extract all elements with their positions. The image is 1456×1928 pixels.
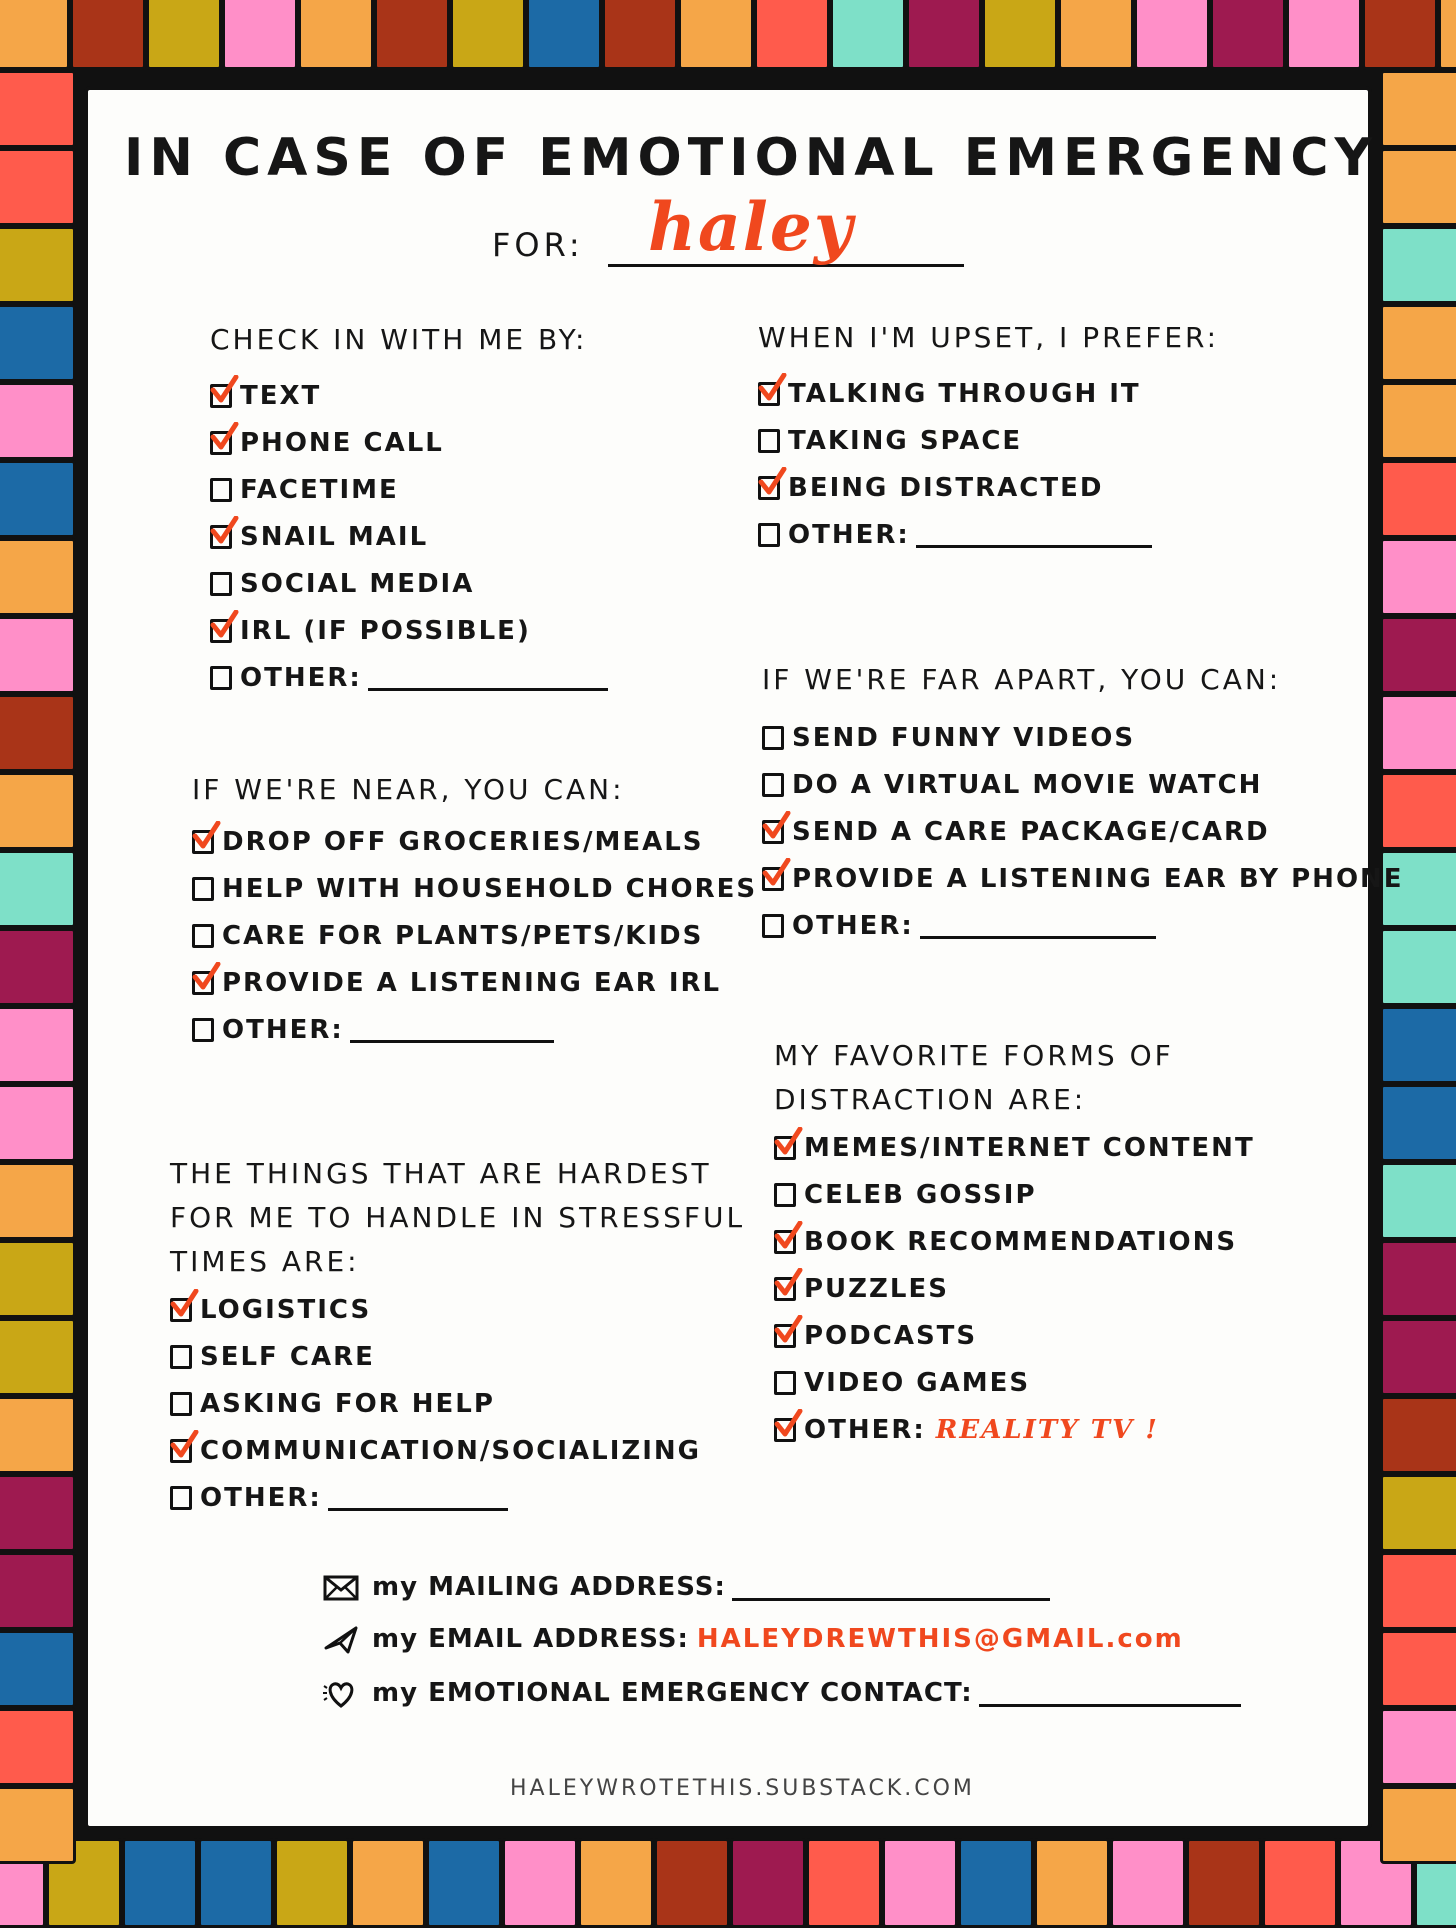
checklist-item-label: SEND FUNNY VIDEOS bbox=[792, 722, 1136, 753]
footer-url[interactable]: HALEYWROTETHIS.SUBSTACK.COM bbox=[510, 1776, 975, 1801]
email-address-label: my EMAIL ADDRESS: bbox=[372, 1624, 689, 1654]
border-tile bbox=[1058, 0, 1134, 70]
border-tile bbox=[0, 1084, 76, 1162]
border-tile bbox=[0, 1630, 76, 1708]
border-tile bbox=[0, 928, 76, 1006]
checklist-item[interactable] bbox=[774, 1171, 1255, 1218]
email-address-row[interactable] bbox=[322, 1622, 1184, 1656]
section-title-line1: MY FAVORITE FORMS OF bbox=[774, 1039, 1174, 1072]
border-tile bbox=[1380, 1630, 1456, 1708]
section-if-near bbox=[192, 768, 757, 1053]
border-tile bbox=[1380, 226, 1456, 304]
section-if-far bbox=[762, 658, 1404, 949]
border-tile bbox=[1286, 0, 1362, 70]
border-tile bbox=[70, 0, 146, 70]
border-tile bbox=[1380, 1474, 1456, 1552]
section-when-upset bbox=[758, 316, 1219, 558]
heart-icon bbox=[322, 1676, 360, 1710]
border-tile bbox=[602, 0, 678, 70]
checklist-item[interactable] bbox=[210, 560, 608, 607]
border-tile bbox=[806, 1838, 882, 1928]
border-tile bbox=[1380, 1240, 1456, 1318]
border-tile bbox=[0, 1396, 76, 1474]
border-tile bbox=[298, 0, 374, 70]
border-tile bbox=[730, 1838, 806, 1928]
other-blank-field[interactable] bbox=[916, 521, 1152, 548]
checklist-item[interactable] bbox=[192, 818, 757, 865]
checklist-item-label: OTHER: bbox=[200, 1482, 322, 1513]
checked-checkbox[interactable] bbox=[210, 619, 232, 643]
checkmark-icon bbox=[773, 1315, 803, 1345]
checked-checkbox[interactable] bbox=[170, 1439, 192, 1463]
border-tile bbox=[1380, 148, 1456, 226]
border-tile bbox=[198, 1838, 274, 1928]
border-tile bbox=[0, 1474, 76, 1552]
checklist-item[interactable] bbox=[210, 513, 608, 560]
checklist-item[interactable] bbox=[758, 417, 1219, 464]
border-tile bbox=[502, 1838, 578, 1928]
checklist-item[interactable] bbox=[170, 1333, 745, 1380]
checkmark-icon bbox=[773, 1221, 803, 1251]
emergency-contact-label: my EMOTIONAL EMERGENCY CONTACT: bbox=[372, 1678, 973, 1708]
checklist-item-label: SNAIL MAIL bbox=[240, 521, 429, 552]
checklist-item[interactable] bbox=[758, 370, 1219, 417]
checklist-item-label: TEXT bbox=[240, 380, 322, 411]
checklist-item-label: CELEB GOSSIP bbox=[804, 1179, 1037, 1210]
checklist-item-label: TAKING SPACE bbox=[788, 425, 1023, 456]
border-tile bbox=[0, 1786, 76, 1864]
checklist-item[interactable] bbox=[210, 654, 608, 701]
checklist-item[interactable] bbox=[210, 466, 608, 513]
checkbox[interactable] bbox=[774, 1371, 796, 1395]
checklist-item-label: ASKING FOR HELP bbox=[200, 1388, 495, 1419]
checkbox[interactable] bbox=[192, 877, 214, 901]
border-tile bbox=[882, 1838, 958, 1928]
border-tile bbox=[0, 1318, 76, 1396]
checkbox[interactable] bbox=[758, 523, 780, 547]
border-tile bbox=[0, 538, 76, 616]
border-tile bbox=[1380, 460, 1456, 538]
border-tile bbox=[830, 0, 906, 70]
border-tile bbox=[654, 1838, 730, 1928]
checklist-item[interactable] bbox=[192, 865, 757, 912]
section-title: WHEN I'M UPSET, I PREFER: bbox=[758, 321, 1220, 354]
checked-checkbox[interactable] bbox=[210, 431, 232, 455]
checked-checkbox[interactable] bbox=[192, 971, 214, 995]
other-blank-field[interactable] bbox=[920, 912, 1156, 939]
checked-checkbox[interactable] bbox=[210, 384, 232, 408]
border-tile bbox=[0, 694, 76, 772]
checklist-item[interactable] bbox=[762, 714, 1404, 761]
checklist-item[interactable] bbox=[170, 1474, 745, 1521]
checklist-item-label: BOOK RECOMMENDATIONS bbox=[804, 1226, 1238, 1257]
border-tile bbox=[146, 0, 222, 70]
checklist-item[interactable] bbox=[210, 607, 608, 654]
checked-checkbox[interactable] bbox=[192, 830, 214, 854]
paper-plane-icon bbox=[322, 1622, 360, 1656]
checkbox[interactable] bbox=[774, 1183, 796, 1207]
checklist-item-label: OTHER: bbox=[788, 519, 910, 550]
border-tile bbox=[0, 460, 76, 538]
border-tile bbox=[1210, 0, 1286, 70]
checklist-item-label: LOGISTICS bbox=[200, 1294, 372, 1325]
border-tile bbox=[0, 772, 76, 850]
border-tile bbox=[1380, 1708, 1456, 1786]
checkmark-icon bbox=[773, 1409, 803, 1439]
border-tile bbox=[0, 226, 76, 304]
checklist-item[interactable] bbox=[774, 1406, 1255, 1453]
border-tile bbox=[0, 304, 76, 382]
checklist-item[interactable] bbox=[210, 372, 608, 419]
checkmark-icon bbox=[209, 422, 239, 452]
checklist-item[interactable] bbox=[170, 1427, 745, 1474]
checkmark-icon bbox=[191, 821, 221, 851]
checklist-item[interactable] bbox=[170, 1380, 745, 1427]
border-tile bbox=[1380, 1084, 1456, 1162]
border-tile bbox=[222, 0, 298, 70]
section-distraction bbox=[774, 1034, 1255, 1453]
checklist-item[interactable] bbox=[762, 902, 1404, 949]
border-tile bbox=[0, 1708, 76, 1786]
checkbox[interactable] bbox=[762, 914, 784, 938]
checklist-item[interactable] bbox=[762, 761, 1404, 808]
checkbox[interactable] bbox=[210, 478, 232, 502]
section-title-line2: DISTRACTION ARE: bbox=[774, 1083, 1087, 1116]
checkmark-icon bbox=[773, 1127, 803, 1157]
border-tile bbox=[1034, 1838, 1110, 1928]
checkmark-icon bbox=[209, 610, 239, 640]
border-tile bbox=[958, 1838, 1034, 1928]
border-tile bbox=[1262, 1838, 1338, 1928]
checkbox[interactable] bbox=[762, 773, 784, 797]
border-tile bbox=[1380, 304, 1456, 382]
section-hardest bbox=[170, 1152, 745, 1521]
checklist-item-label: DO A VIRTUAL MOVIE WATCH bbox=[792, 769, 1263, 800]
checklist-item[interactable] bbox=[192, 959, 757, 1006]
checklist-item-label: PROVIDE A LISTENING EAR IRL bbox=[222, 967, 722, 998]
checkmark-icon bbox=[761, 811, 791, 841]
checkmark-icon bbox=[757, 373, 787, 403]
checkmark-icon bbox=[209, 375, 239, 405]
checkbox[interactable] bbox=[170, 1486, 192, 1510]
checklist-item[interactable] bbox=[210, 419, 608, 466]
envelope-icon bbox=[322, 1570, 360, 1604]
checked-checkbox[interactable] bbox=[210, 525, 232, 549]
checked-checkbox[interactable] bbox=[774, 1277, 796, 1301]
border-tile bbox=[350, 1838, 426, 1928]
border-tile bbox=[274, 1838, 350, 1928]
checklist-item-label: PUZZLES bbox=[804, 1273, 949, 1304]
border-tile bbox=[426, 1838, 502, 1928]
emergency-contact-field[interactable] bbox=[979, 1680, 1241, 1707]
checkbox[interactable] bbox=[210, 572, 232, 596]
mailing-address-label: my MAILING ADDRESS: bbox=[372, 1572, 726, 1602]
border-tile bbox=[1110, 1838, 1186, 1928]
checkbox[interactable] bbox=[192, 924, 214, 948]
border-tile bbox=[374, 0, 450, 70]
border-tile bbox=[1380, 1318, 1456, 1396]
checklist-item-label: HELP WITH HOUSEHOLD CHORES bbox=[222, 873, 758, 904]
border-tile bbox=[0, 1240, 76, 1318]
checklist-item-label: PROVIDE A LISTENING EAR BY PHONE bbox=[792, 863, 1404, 894]
checklist-item-label: TALKING THROUGH IT bbox=[788, 378, 1141, 409]
checklist-item-label: SEND A CARE PACKAGE/CARD bbox=[792, 816, 1270, 847]
section-title: CHECK IN WITH ME BY: bbox=[210, 323, 588, 356]
border-tile bbox=[1134, 0, 1210, 70]
checklist-item-label: IRL (IF POSSIBLE) bbox=[240, 615, 531, 646]
checklist-item-label: VIDEO GAMES bbox=[804, 1367, 1031, 1398]
checked-checkbox[interactable] bbox=[758, 382, 780, 406]
border-tile bbox=[0, 616, 76, 694]
checklist-item[interactable] bbox=[774, 1359, 1255, 1406]
checkbox[interactable] bbox=[192, 1018, 214, 1042]
checklist-item-label: OTHER: bbox=[222, 1014, 344, 1045]
checklist-item[interactable] bbox=[762, 808, 1404, 855]
checklist-item-label: CARE FOR PLANTS/PETS/KIDS bbox=[222, 920, 704, 951]
border-tile bbox=[1380, 70, 1456, 148]
checklist-item-label: OTHER: bbox=[804, 1414, 926, 1445]
other-fill-value[interactable]: REALITY TV ! bbox=[935, 1414, 1159, 1445]
border-tile bbox=[1186, 1838, 1262, 1928]
border-tile bbox=[754, 0, 830, 70]
border-tile bbox=[906, 0, 982, 70]
border-tile bbox=[0, 382, 76, 460]
border-tile bbox=[1380, 1006, 1456, 1084]
border-tile bbox=[578, 1838, 654, 1928]
checked-checkbox[interactable] bbox=[774, 1324, 796, 1348]
email-address-value[interactable]: HALEYDREWTHIS@GMAIL.com bbox=[696, 1624, 1184, 1654]
checklist-item[interactable] bbox=[192, 1006, 757, 1053]
checkmark-icon bbox=[761, 858, 791, 888]
checked-checkbox[interactable] bbox=[774, 1230, 796, 1254]
checklist-item-label: BEING DISTRACTED bbox=[788, 472, 1104, 503]
for-name-value: haley bbox=[648, 188, 855, 266]
checklist-item[interactable] bbox=[758, 464, 1219, 511]
border-tile bbox=[1438, 0, 1456, 70]
section-title-line2: FOR ME TO HANDLE IN STRESSFUL bbox=[170, 1201, 746, 1234]
border-tile bbox=[0, 148, 76, 226]
checklist-item-label: SOCIAL MEDIA bbox=[240, 568, 475, 599]
border-tile bbox=[0, 850, 76, 928]
border-tile bbox=[0, 1006, 76, 1084]
other-blank-field[interactable] bbox=[368, 664, 608, 691]
checklist-item-label: PHONE CALL bbox=[240, 427, 444, 458]
mailing-address-row[interactable] bbox=[322, 1570, 1050, 1604]
border-tile bbox=[450, 0, 526, 70]
checkmark-icon bbox=[169, 1289, 199, 1319]
border-tile bbox=[122, 1838, 198, 1928]
checkmark-icon bbox=[757, 467, 787, 497]
checked-checkbox[interactable] bbox=[762, 867, 784, 891]
checkmark-icon bbox=[209, 516, 239, 546]
checkbox[interactable] bbox=[762, 726, 784, 750]
border-tile bbox=[678, 0, 754, 70]
checkbox[interactable] bbox=[170, 1392, 192, 1416]
border-tile bbox=[1380, 538, 1456, 616]
border-tile bbox=[0, 1162, 76, 1240]
section-title-line3: TIMES ARE: bbox=[170, 1245, 360, 1278]
checklist-item[interactable] bbox=[758, 511, 1219, 558]
checklist-item-label: SELF CARE bbox=[200, 1341, 375, 1372]
checkmark-icon bbox=[169, 1430, 199, 1460]
checkbox[interactable] bbox=[758, 429, 780, 453]
section-check-in bbox=[210, 318, 608, 701]
checked-checkbox[interactable] bbox=[762, 820, 784, 844]
mailing-address-field[interactable] bbox=[732, 1574, 1050, 1601]
border-tile bbox=[1380, 1396, 1456, 1474]
checklist-item-label: MEMES/INTERNET CONTENT bbox=[804, 1132, 1255, 1163]
checklist-item[interactable] bbox=[774, 1218, 1255, 1265]
border-tile bbox=[1380, 382, 1456, 460]
border-tile bbox=[1380, 1786, 1456, 1864]
checked-checkbox[interactable] bbox=[774, 1418, 796, 1442]
checklist-item-label: OTHER: bbox=[240, 662, 362, 693]
checklist-item[interactable] bbox=[774, 1124, 1255, 1171]
border-tile bbox=[982, 0, 1058, 70]
checkbox[interactable] bbox=[170, 1345, 192, 1369]
checkmark-icon bbox=[773, 1268, 803, 1298]
section-title: IF WE'RE FAR APART, YOU CAN: bbox=[762, 663, 1282, 696]
checklist-item-label: DROP OFF GROCERIES/MEALS bbox=[222, 826, 704, 857]
checklist-item-label: FACETIME bbox=[240, 474, 399, 505]
emergency-contact-row[interactable] bbox=[322, 1676, 1241, 1710]
border-tile bbox=[0, 0, 70, 70]
checkmark-icon bbox=[191, 962, 221, 992]
section-title-line1: THE THINGS THAT ARE HARDEST bbox=[170, 1157, 712, 1190]
border-tile bbox=[0, 70, 76, 148]
checklist-item[interactable] bbox=[774, 1312, 1255, 1359]
other-blank-field[interactable] bbox=[328, 1484, 508, 1511]
checklist-item[interactable] bbox=[170, 1286, 745, 1333]
checkbox[interactable] bbox=[210, 666, 232, 690]
checklist-item[interactable] bbox=[192, 912, 757, 959]
checklist-item-label: COMMUNICATION/SOCIALIZING bbox=[200, 1435, 702, 1466]
page-title: IN CASE OF EMOTIONAL EMERGENCY bbox=[124, 128, 1379, 188]
border-tile bbox=[0, 1552, 76, 1630]
border-tile bbox=[526, 0, 602, 70]
checklist-item[interactable] bbox=[762, 855, 1404, 902]
checked-checkbox[interactable] bbox=[170, 1298, 192, 1322]
checklist-item-label: OTHER: bbox=[792, 910, 914, 941]
border-tile bbox=[1362, 0, 1438, 70]
checklist-item-label: PODCASTS bbox=[804, 1320, 978, 1351]
border-tile bbox=[1380, 1552, 1456, 1630]
checked-checkbox[interactable] bbox=[758, 476, 780, 500]
for-label: FOR: bbox=[492, 226, 584, 264]
section-title: IF WE'RE NEAR, YOU CAN: bbox=[192, 773, 625, 806]
other-blank-field[interactable] bbox=[350, 1016, 554, 1043]
checked-checkbox[interactable] bbox=[774, 1136, 796, 1160]
border-tile bbox=[1380, 1162, 1456, 1240]
checklist-item[interactable] bbox=[774, 1265, 1255, 1312]
